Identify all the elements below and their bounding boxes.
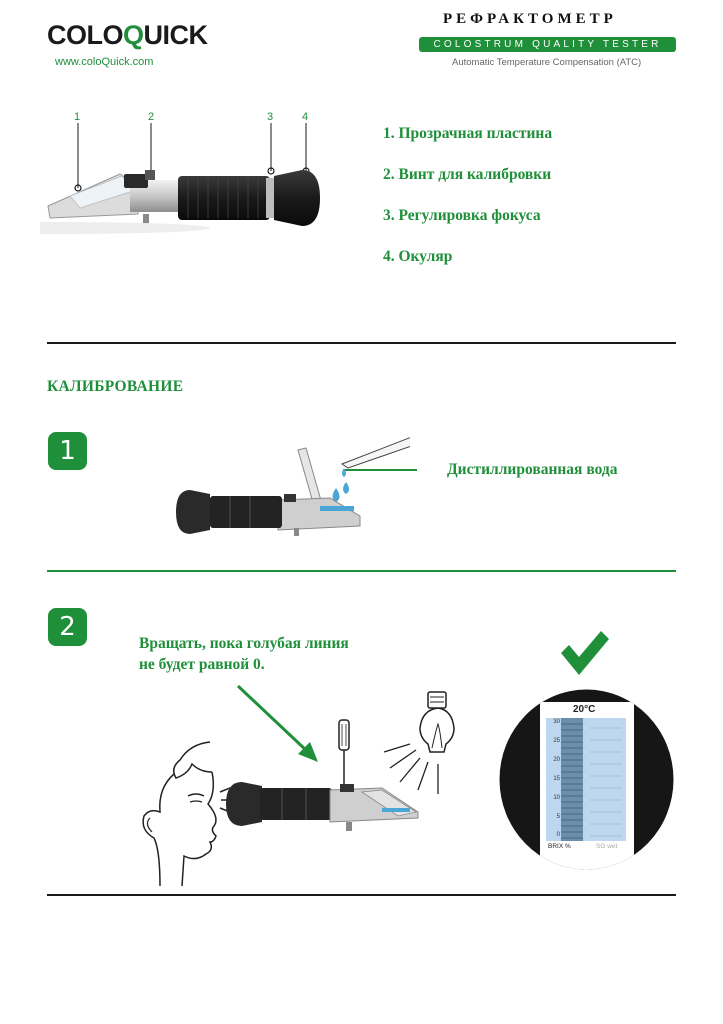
scale-tick: 0 bbox=[556, 832, 560, 838]
part-item-3: 3. Регулировка фокуса bbox=[383, 207, 541, 224]
callout-number-2: 2 bbox=[148, 111, 155, 123]
step-1-badge: 1 bbox=[48, 432, 87, 470]
page-title: РЕФРАКТОМЕТР bbox=[443, 11, 617, 27]
step-2-badge: 2 bbox=[48, 608, 87, 646]
step-1-caption: Дистиллированная вода bbox=[447, 461, 618, 478]
step-2-caption bbox=[139, 633, 349, 675]
callout-number-3: 3 bbox=[267, 111, 274, 123]
scale-ticks bbox=[546, 716, 560, 842]
light-bulb-icon bbox=[380, 690, 470, 800]
atc-subtitle: Automatic Temperature Compensation (ATC) bbox=[452, 57, 642, 68]
calibration-title: КАЛИБРОВАНИЕ bbox=[47, 378, 184, 395]
step-2-caption-line-1: Вращать, пока голубая линия bbox=[139, 635, 349, 652]
step-divider bbox=[47, 570, 676, 572]
scale-tick: 25 bbox=[553, 738, 560, 744]
scale-tick: 20 bbox=[553, 757, 560, 763]
refractometer-icon bbox=[40, 118, 330, 253]
face-icon bbox=[130, 738, 230, 888]
logo-q: Q bbox=[123, 20, 144, 50]
logo-prefix: COLO bbox=[47, 20, 123, 50]
pipette-icon bbox=[342, 410, 410, 468]
callout-number-4: 4 bbox=[302, 111, 309, 123]
scale-tick: 10 bbox=[553, 795, 560, 801]
check-mark-icon bbox=[559, 629, 611, 677]
scale-tick: 15 bbox=[553, 776, 560, 782]
arrow-icon bbox=[232, 680, 327, 770]
part-item-4: 4. Окуляр bbox=[383, 248, 453, 265]
product-badge: COLOSTRUM QUALITY TESTER bbox=[419, 37, 676, 52]
scale-tick: 5 bbox=[556, 814, 560, 820]
scale-temperature: 20°C bbox=[573, 704, 596, 715]
part-item-1: 1. Прозрачная пластина bbox=[383, 125, 553, 142]
part-item-2: 2. Винт для калибровки bbox=[383, 166, 552, 183]
step-1-illustration bbox=[170, 410, 410, 540]
scale-right-label: SG wet bbox=[596, 843, 618, 850]
logo-suffix: UICK bbox=[143, 20, 208, 50]
scale-view-icon bbox=[498, 688, 675, 871]
step-1-pointer-line bbox=[345, 469, 417, 471]
section-divider bbox=[47, 342, 676, 344]
scale-left-label: BRIX % bbox=[548, 843, 571, 850]
scale-tick: 30 bbox=[553, 719, 560, 725]
screwdriver-icon bbox=[334, 718, 354, 786]
step-2-caption-line-2: не будет равной 0. bbox=[139, 656, 265, 673]
website-link[interactable]: www.coloQuick.com bbox=[55, 56, 154, 68]
callout-number-1: 1 bbox=[74, 111, 81, 123]
logo bbox=[47, 20, 208, 52]
bottom-divider bbox=[47, 894, 676, 896]
